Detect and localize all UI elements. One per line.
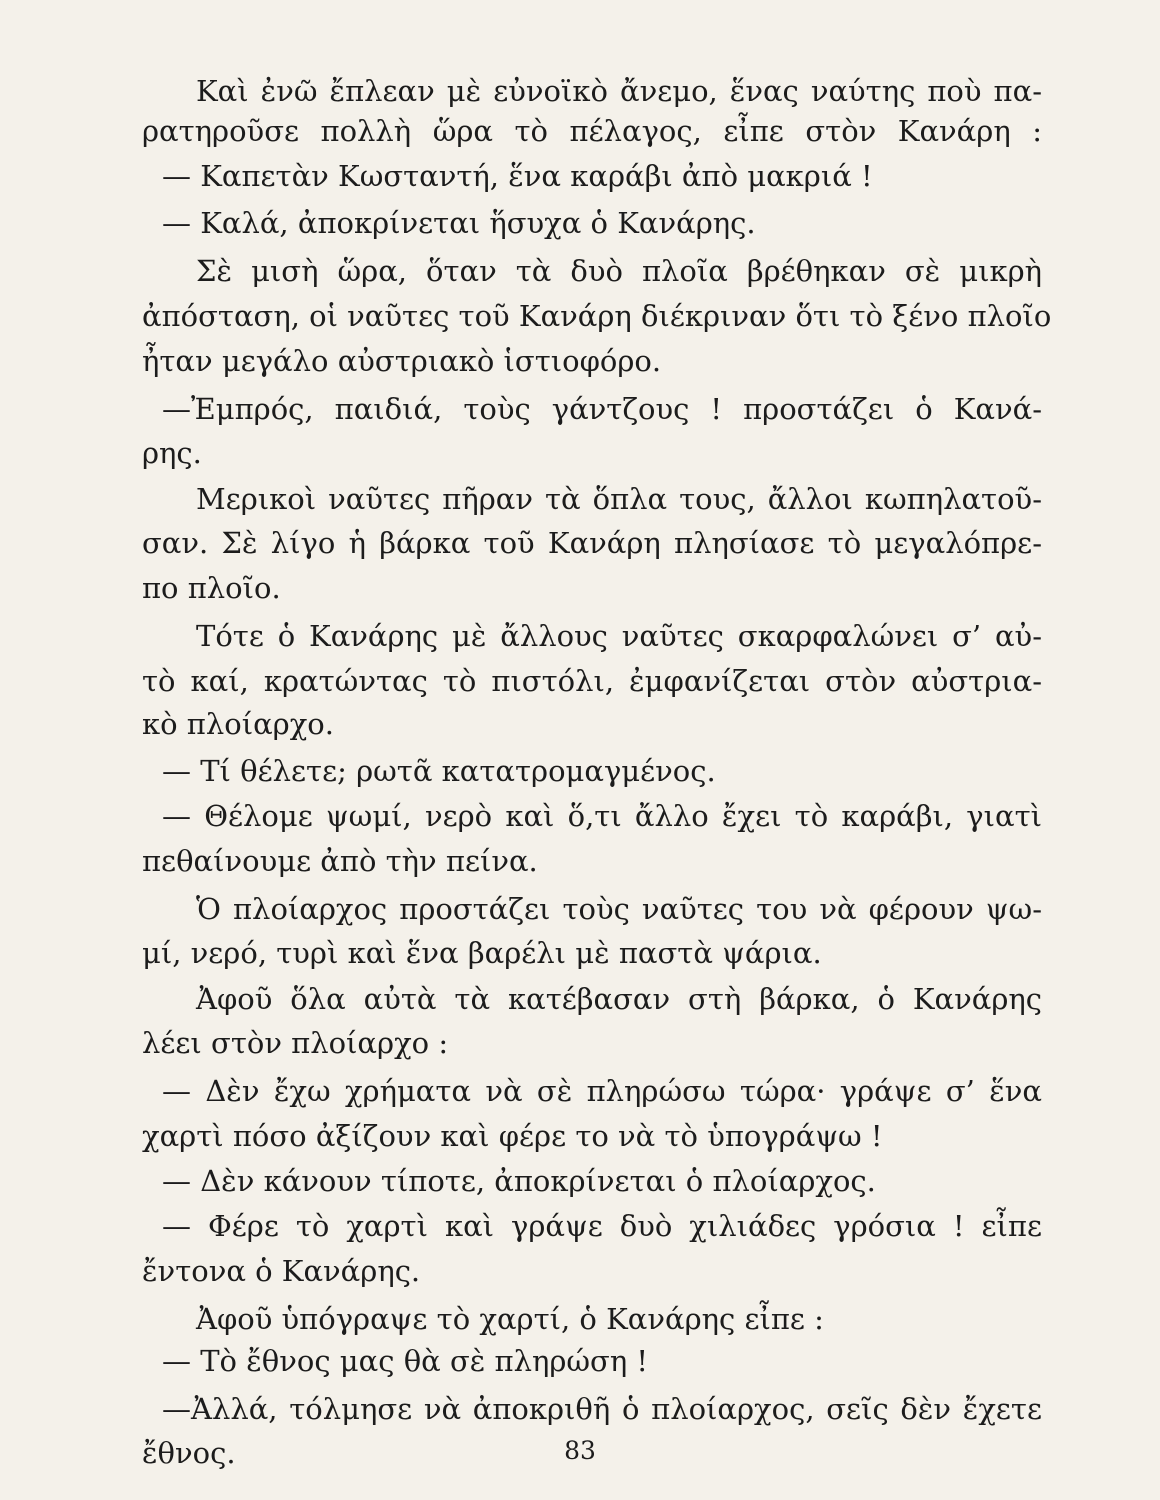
text-line: πεθαίνουμε ἀπὸ τὴν πείνα. — [142, 844, 538, 878]
text-line: ρης. — [142, 436, 202, 470]
text-line: σαν. Σὲ λίγο ἡ βάρκα τοῦ Κανάρη πλησίασε τὸ μεγαλόπρε- — [142, 526, 1042, 560]
text-line: — Θέλομε ψωμί, νερὸ καὶ ὅ,τι ἄλλο ἔχει τὸ καράβι, γιατὶ — [162, 799, 1042, 833]
text-line: ἦταν μεγάλο αὐστριακὸ ἱστιοφόρο. — [142, 344, 662, 378]
text-line: — Φέρε τὸ χαρτὶ καὶ γράψε δυὸ χιλιάδες γρόσια ! εἶπε — [162, 1209, 1042, 1243]
text-line: Ὁ πλοίαρχος προστάζει τοὺς ναῦτες του νὰ φέρουν ψω- — [196, 892, 1042, 926]
page-number: 83 — [564, 1436, 596, 1465]
text-line: — Καπετὰν Κωσταντή, ἕνα καράβι ἀπὸ μακριά ! — [162, 159, 873, 193]
text-line: — Τί θέλετε; ρωτᾶ κατατρομαγμένος. — [162, 754, 716, 788]
text-line: —Ἐμπρός, παιδιά, τοὺς γάντζους ! προστάζει ὁ Κανά- — [162, 392, 1042, 426]
text-line: — Τὸ ἔθνος μας θὰ σὲ πληρώση ! — [162, 1344, 649, 1378]
text-line: — Δὲν κάνουν τίποτε, ἀποκρίνεται ὁ πλοίαρχος. — [162, 1164, 876, 1198]
text-line: — Δὲν ἔχω χρήματα νὰ σὲ πληρώσω τώρα· γράψε σ’ ἕνα — [162, 1074, 1042, 1108]
text-line: τὸ καί, κρατώντας τὸ πιστόλι, ἐμφανίζεται στὸν αὐστρια- — [142, 664, 1042, 698]
text-line: κὸ πλοίαρχο. — [142, 707, 334, 741]
text-line: χαρτὶ πόσο ἀξίζουν καὶ φέρε το νὰ τὸ ὑπογράψω ! — [142, 1119, 883, 1153]
text-line: Ἀφοῦ ὑπόγραψε τὸ χαρτί, ὁ Κανάρης εἶπε : — [196, 1302, 824, 1336]
text-line: Καὶ ἐνῶ ἔπλεαν μὲ εὐνοϊκὸ ἄνεμο, ἕνας ναύτης ποὺ πα- — [196, 74, 1042, 108]
text-line: Σὲ μισὴ ὥρα, ὅταν τὰ δυὸ πλοῖα βρέθηκαν σὲ μικρὴ — [196, 254, 1042, 288]
text-line: Τότε ὁ Κανάρης μὲ ἄλλους ναῦτες σκαρφαλώνει σ’ αὐ- — [196, 619, 1042, 653]
text-line: Μερικοὶ ναῦτες πῆραν τὰ ὅπλα τους, ἄλλοι κωπηλατοῦ- — [196, 482, 1042, 516]
text-line: Ἀφοῦ ὅλα αὐτὰ τὰ κατέβασαν στὴ βάρκα, ὁ Κανάρης — [196, 982, 1042, 1016]
text-line: λέει στὸν πλοίαρχο : — [142, 1026, 449, 1060]
text-line: — Καλά, ἀποκρίνεται ἥσυχα ὁ Κανάρης. — [162, 206, 756, 240]
text-line: πο πλοῖο. — [142, 571, 281, 605]
text-line: μί, νερό, τυρὶ καὶ ἕνα βαρέλι μὲ παστὰ ψάρια. — [142, 936, 822, 970]
text-line: ἔθνος. — [142, 1436, 236, 1470]
text-line: ρατηροῦσε πολλὴ ὥρα τὸ πέλαγος, εἶπε στὸν Κανάρη : — [142, 114, 1042, 148]
text-line: ἀπόσταση, οἱ ναῦτες τοῦ Κανάρη διέκριναν ὅτι τὸ ξένο πλοῖο — [142, 299, 1052, 333]
text-line: —Ἀλλά, τόλμησε νὰ ἀποκριθῆ ὁ πλοίαρχος, σεῖς δὲν ἔχετε — [162, 1392, 1042, 1426]
text-line: ἔντονα ὁ Κανάρης. — [142, 1254, 421, 1288]
